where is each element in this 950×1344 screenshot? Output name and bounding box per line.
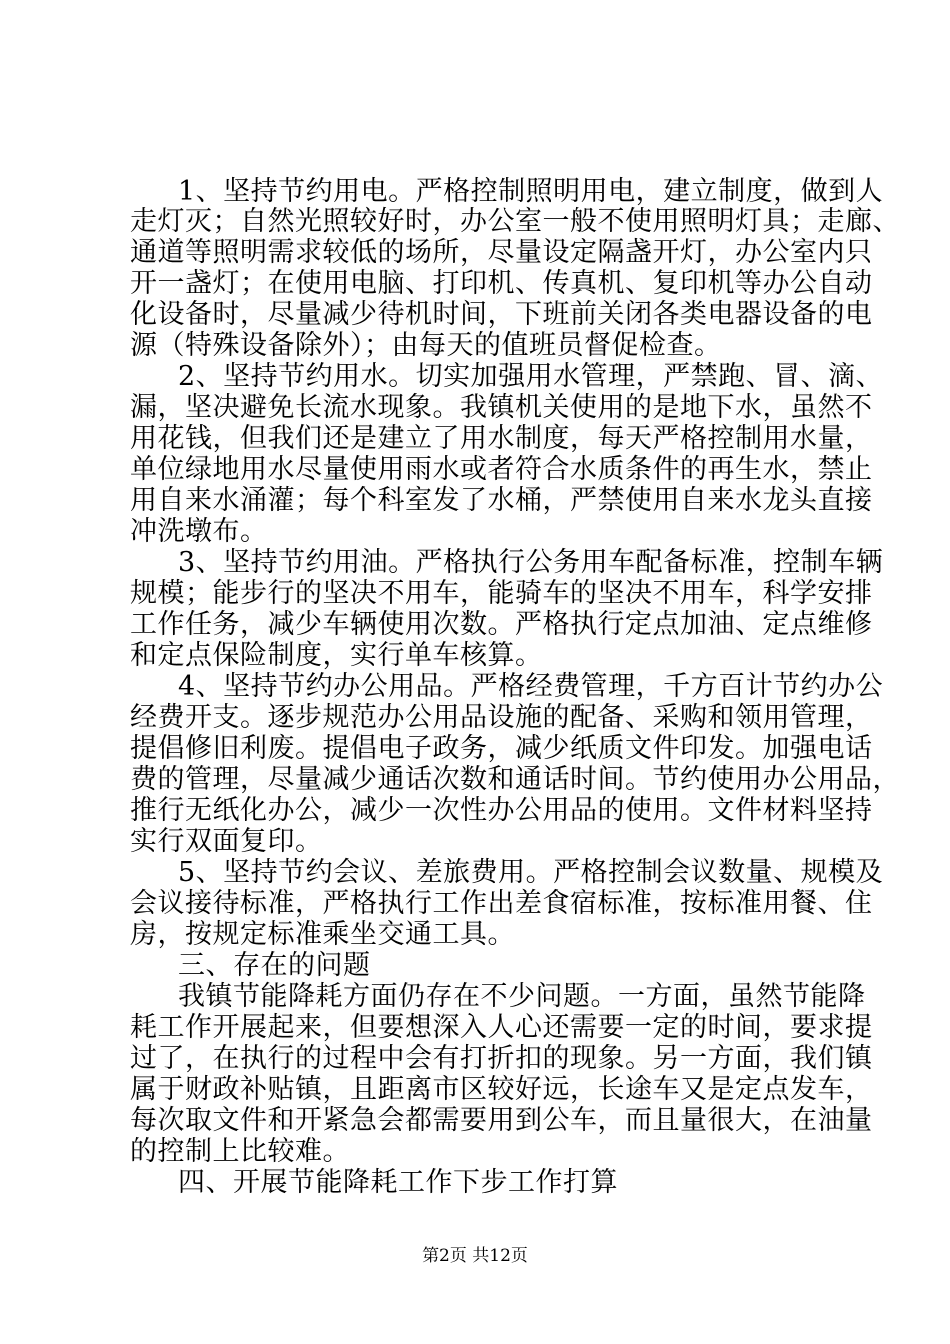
paragraph-4-line: 费的管理，尽量减少通话次数和通话时间。节约使用办公用品， [130, 764, 900, 795]
paragraph-1-line: 走灯灭；自然光照较好时，办公室一般不使用照明灯具；走廊、 [130, 206, 900, 237]
paragraph-6-line: 我镇节能降耗方面仍存在不少问题。一方面，虽然节能降 [178, 981, 866, 1012]
paragraph-2-line: 漏，坚决避免长流水现象。我镇机关使用的是地下水，虽然不 [130, 392, 873, 423]
section-heading-3: 三、存在的问题 [178, 950, 371, 981]
paragraph-3-line: 规模；能步行的坚决不用车，能骑车的坚决不用车，科学安排 [130, 578, 873, 609]
paragraph-4-line: 提倡修旧利废。提倡电子政务，减少纸质文件印发。加强电话 [130, 733, 873, 764]
paragraph-1-line: 1、坚持节约用电。严格控制照明用电，建立制度，做到人 [178, 176, 884, 207]
paragraph-2-line: 2、坚持节约用水。切实加强用水管理，严禁跑、冒、滴、 [178, 361, 884, 392]
paragraph-6-line: 的控制上比较难。 [130, 1136, 350, 1167]
paragraph-2-line: 用花钱，但我们还是建立了用水制度，每天严格控制用水量， [130, 423, 873, 454]
paragraph-1-line: 通道等照明需求较低的场所，尽量设定隔盏开灯，办公室内只 [130, 237, 873, 268]
paragraph-5-line: 会议接待标准，严格执行工作出差食宿标准，按标准用餐、住 [130, 888, 873, 919]
paragraph-5-line: 5、坚持节约会议、差旅费用。严格控制会议数量、规模及 [178, 857, 884, 888]
paragraph-6-line: 每次取文件和开紧急会都需要用到公车，而且量很大，在油量 [130, 1105, 873, 1136]
paragraph-2-line: 用自来水涌灌；每个科室发了水桶，严禁使用自来水龙头直接 [130, 485, 873, 516]
page-number-footer: 第2页 共12页 [422, 1246, 528, 1266]
paragraph-3-line: 工作任务，减少车辆使用次数。严格执行定点加油、定点维修 [130, 609, 873, 640]
paragraph-1-line: 开一盏灯；在使用电脑、打印机、传真机、复印机等办公自动 [130, 268, 873, 299]
paragraph-1-line: 化设备时，尽量减少待机时间，下班前关闭各类电器设备的电 [130, 299, 873, 330]
paragraph-4-line: 推行无纸化办公，减少一次性办公用品的使用。文件材料坚持 [130, 795, 873, 826]
paragraph-2-line: 单位绿地用水尽量使用雨水或者符合水质条件的再生水，禁止 [130, 454, 873, 485]
paragraph-2-line: 冲洗墩布。 [130, 516, 268, 547]
paragraph-6-line: 耗工作开展起来，但要想深入人心还需要一定的时间，要求提 [130, 1012, 873, 1043]
section-heading-4: 四、开展节能降耗工作下步工作打算 [178, 1167, 618, 1198]
paragraph-3-line: 3、坚持节约用油。严格执行公务用车配备标准，控制车辆 [178, 547, 884, 578]
paragraph-5-line: 房，按规定标准乘坐交通工具。 [130, 919, 515, 950]
paragraph-4-line: 4、坚持节约办公用品。严格经费管理，千方百计节约办公 [178, 671, 884, 702]
paragraph-6-line: 过了，在执行的过程中会有打折扣的现象。另一方面，我们镇 [130, 1043, 873, 1074]
paragraph-4-line: 经费开支。逐步规范办公用品设施的配备、采购和领用管理， [130, 702, 873, 733]
paragraph-3-line: 和定点保险制度，实行单车核算。 [130, 640, 543, 671]
paragraph-6-line: 属于财政补贴镇，且距离市区较好远，长途车又是定点发车， [130, 1074, 873, 1105]
paragraph-1-line: 源（特殊设备除外）；由每天的值班员督促检查。 [130, 330, 722, 361]
paragraph-4-line: 实行双面复印。 [130, 826, 323, 857]
